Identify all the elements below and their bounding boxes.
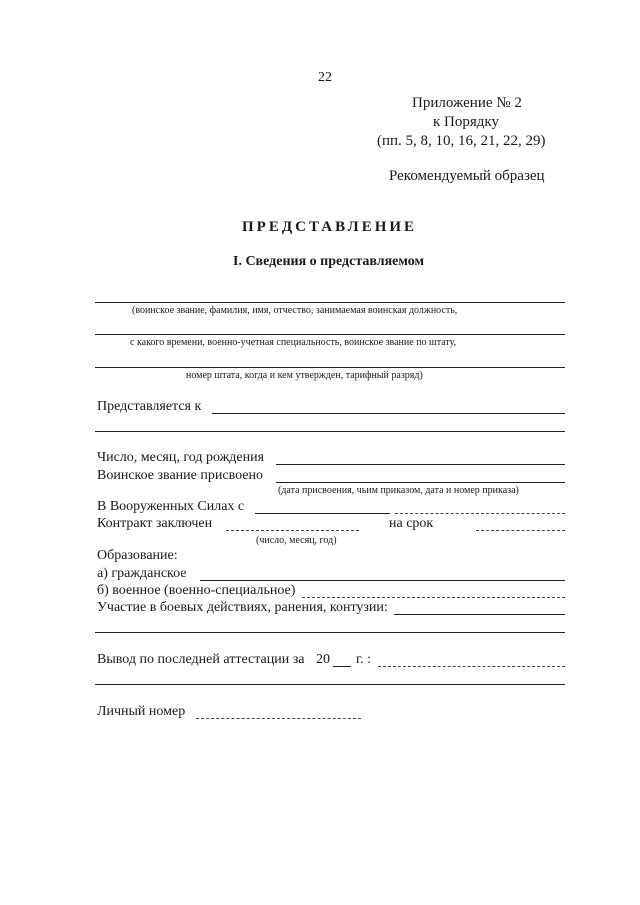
personal-number-field[interactable] [196,718,361,719]
armed-forces-label: В Вооруженных Силах с [97,499,245,514]
military-education-label: б) военное (военно-специальное) [97,583,296,598]
military-education-field[interactable] [302,597,565,598]
page-number: 22 [318,70,332,85]
appendix-label: Приложение № 2 [412,95,522,111]
term-field[interactable] [476,530,565,531]
order-reference: к Порядку [433,114,499,130]
year-suffix: г. : [356,652,372,667]
combat-label: Участие в боевых действиях, ранения, контузии: [97,600,388,615]
combat-field-2[interactable] [95,632,565,633]
rank-assigned-label: Воинское звание присвоено [97,468,263,483]
attestation-field-2[interactable] [95,684,565,685]
rank-assigned-field[interactable] [276,482,565,483]
civil-education-label: а) гражданское [97,566,187,581]
year-prefix: 20 [316,652,330,667]
document-title: ПРЕДСТАВЛЕНИЕ [242,219,418,235]
attestation-field[interactable] [378,666,565,667]
armed-forces-field-2[interactable] [395,513,565,514]
clauses-reference: (пп. 5, 8, 10, 16, 21, 22, 29) [377,133,546,149]
civil-education-field[interactable] [200,580,565,581]
rank-caption: (дата присвоения, чьим приказом, дата и номер приказа) [278,485,519,496]
presented-to-label: Представляется к [97,399,202,414]
armed-forces-field[interactable] [255,513,390,514]
info-line-3[interactable] [95,367,565,368]
date-caption: (число, месяц, год) [256,535,337,546]
term-label: на срок [389,516,434,531]
attestation-label: Вывод по последней аттестации за [97,652,305,667]
presented-to-field-2[interactable] [95,431,565,432]
birth-date-field[interactable] [276,464,565,465]
contract-label: Контракт заключен [97,516,213,531]
section-title: I. Сведения о представляемом [233,254,425,269]
info-line-2[interactable] [95,334,565,335]
contract-date-field[interactable] [226,530,359,531]
combat-field[interactable] [394,614,565,615]
birth-date-label: Число, месяц, год рождения [97,450,265,465]
personal-number-label: Личный номер [97,704,186,719]
caption-line-1: (воинское звание, фамилия, имя, отчество, занимаемая воинская должность, [132,305,458,316]
year-field[interactable] [333,666,351,667]
info-line-1[interactable] [95,302,565,303]
caption-line-3: номер штата, когда и кем утвержден, тарифный разряд) [186,370,423,381]
sample-label: Рекомендуемый образец [389,168,545,184]
education-label: Образование: [97,548,178,563]
presented-to-field[interactable] [212,413,565,414]
caption-line-2: с какого времени, военно-учетная специальность, воинское звание по штату, [130,337,457,348]
